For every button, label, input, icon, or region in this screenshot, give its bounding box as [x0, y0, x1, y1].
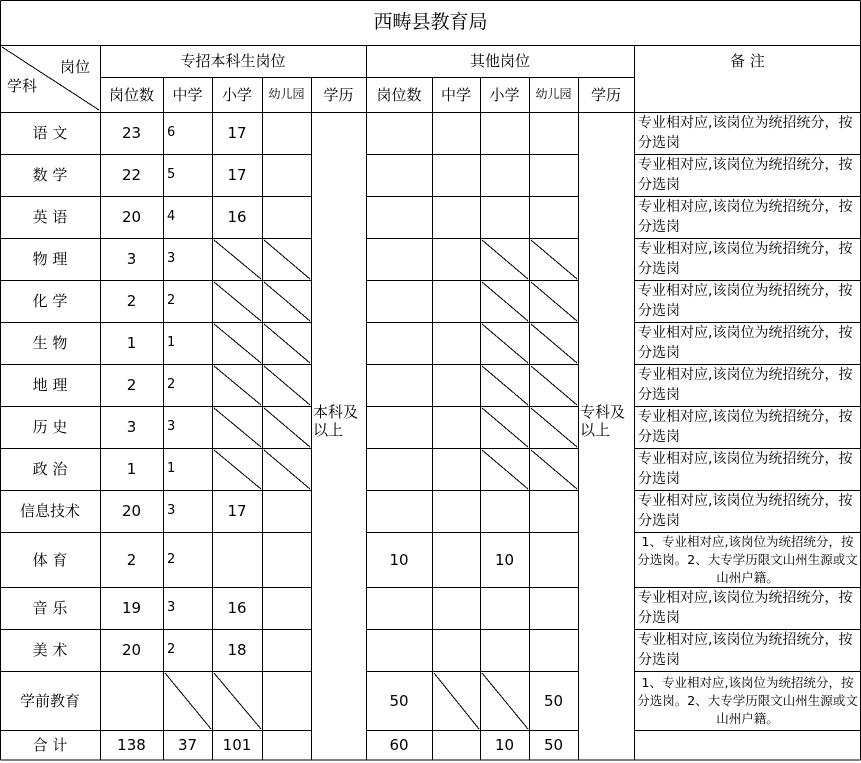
undergrad-position-count: 2: [126, 550, 137, 569]
remark-text: 专业相对应,该岗位为统招统分，按分选岗: [638, 157, 853, 193]
other-middle-school-count: [432, 629, 480, 671]
other-middle-school-count: [432, 490, 480, 532]
undergrad-primary-school-count: [212, 280, 262, 322]
other-kindergarten-count: [529, 364, 578, 406]
undergrad-middle-school-count: 4: [167, 209, 176, 225]
other-primary-school-count: [480, 406, 529, 448]
undergrad-middle-school-count: 2: [167, 551, 176, 567]
subheader-primary: 小学: [489, 85, 520, 104]
other-position-count: [366, 154, 432, 196]
undergrad-primary-school-count: [212, 406, 262, 448]
group-header-undergrad: 专招本科生岗位: [180, 52, 286, 70]
subject-name: 地 理: [32, 376, 68, 394]
undergrad-position-count: 2: [126, 292, 137, 310]
remark-text: 专业相对应,该岗位为统招统分，按分选岗: [638, 451, 853, 487]
other-position-count: [366, 448, 432, 490]
undergrad-position-count: 1: [126, 334, 137, 352]
other-primary-school-count: [480, 238, 529, 280]
subheader-middle: 中学: [440, 85, 471, 104]
subheader-count: 岗位数: [376, 85, 422, 104]
undergrad-kindergarten-count: [262, 238, 311, 280]
undergrad-kindergarten-count: [262, 406, 311, 448]
undergrad-kindergarten-count: [262, 671, 311, 730]
other-kindergarten-count: 50: [543, 691, 564, 710]
remark-text: 专业相对应,该岗位为统招统分，按分选岗: [638, 367, 853, 403]
undergrad-primary-school-count: [212, 322, 262, 364]
undergrad-primary-school-count: 16: [227, 599, 247, 617]
other-primary-school-count: [480, 629, 529, 671]
other-primary-school-count: 10: [494, 736, 515, 754]
subheader-kindergarten: 幼儿园: [268, 87, 305, 102]
other-middle-school-count: [432, 730, 480, 760]
undergrad-middle-school-count: 2: [167, 293, 176, 309]
undergrad-primary-school-count: 101: [222, 736, 252, 754]
other-primary-school-count: [480, 196, 529, 238]
other-middle-school-count: [432, 671, 480, 730]
undergrad-middle-school-count: 2: [167, 377, 176, 393]
undergrad-kindergarten-count: [262, 730, 311, 760]
other-primary-school-count: [480, 112, 529, 154]
subject-name: 化 学: [32, 292, 68, 310]
subject-name: 信息技术: [19, 502, 80, 520]
undergrad-middle-school-count: [163, 671, 212, 730]
other-middle-school-count: [432, 112, 480, 154]
total-row-label: 合 计: [32, 736, 68, 754]
subject-name: 政 治: [32, 460, 68, 478]
undergrad-position-count: 2: [126, 376, 137, 394]
other-position-count: 60: [389, 736, 409, 754]
subject-name: 数 学: [32, 166, 68, 184]
undergrad-middle-school-count: 1: [167, 461, 176, 477]
other-kindergarten-count: [529, 532, 578, 587]
remark-text: 专业相对应,该岗位为统招统分，按分选岗: [638, 199, 853, 235]
other-position-count: [366, 322, 432, 364]
undergrad-primary-school-count: 16: [227, 208, 247, 226]
undergrad-position-count: [100, 671, 163, 730]
subheader-middle: 中学: [172, 85, 203, 104]
other-primary-school-count: [480, 322, 529, 364]
undergrad-middle-school-count: 2: [167, 642, 176, 658]
other-position-count: [366, 196, 432, 238]
other-middle-school-count: [432, 196, 480, 238]
other-kindergarten-count: [529, 196, 578, 238]
undergrad-primary-school-count: [212, 448, 262, 490]
remark-text: 专业相对应,该岗位为统招统分，按分选岗: [638, 409, 853, 445]
corner-label-position: 岗位: [59, 58, 90, 76]
other-kindergarten-count: [529, 406, 578, 448]
corner-label-subject: 学科: [6, 77, 37, 95]
subject-name: 物 理: [32, 250, 68, 268]
other-middle-school-count: [432, 154, 480, 196]
undergrad-kindergarten-count: [262, 154, 311, 196]
subheader-kindergarten: 幼儿园: [535, 87, 572, 102]
undergrad-kindergarten-count: [262, 448, 311, 490]
other-middle-school-count: [432, 532, 480, 587]
other-primary-school-count: [480, 448, 529, 490]
subject-name: 美 术: [32, 641, 68, 659]
remark-text: 1、专业相对应,该岗位为统招统分，按分选岗。2、大专学历限文山州生源或文山州户籍。: [637, 533, 858, 585]
other-position-count: 10: [389, 550, 409, 569]
undergrad-position-count: 20: [121, 641, 142, 659]
subject-name: 音 乐: [32, 599, 68, 617]
undergrad-position-count: 23: [121, 124, 142, 142]
other-kindergarten-count: [529, 490, 578, 532]
undergrad-position-count: 22: [121, 166, 142, 184]
undergrad-middle-school-count: 3: [167, 503, 176, 519]
undergrad-primary-school-count: [212, 532, 262, 587]
education-requirement-other: 专科及以上: [580, 403, 626, 439]
other-kindergarten-count: [529, 154, 578, 196]
remark-text: 专业相对应,该岗位为统招统分，按分选岗: [638, 590, 853, 626]
subheader-primary: 小学: [221, 85, 252, 104]
undergrad-position-count: 3: [126, 418, 137, 436]
undergrad-primary-school-count: 17: [227, 166, 247, 184]
undergrad-primary-school-count: [212, 671, 262, 730]
undergrad-kindergarten-count: [262, 322, 311, 364]
other-position-count: [366, 364, 432, 406]
subject-name: 语 文: [32, 124, 68, 142]
undergrad-position-count: 138: [117, 736, 146, 754]
other-primary-school-count: [480, 364, 529, 406]
undergrad-kindergarten-count: [262, 532, 311, 587]
other-middle-school-count: [432, 322, 480, 364]
remark-text: 专业相对应,该岗位为统招统分，按分选岗: [638, 283, 853, 319]
other-kindergarten-count: [529, 448, 578, 490]
other-position-count: [366, 587, 432, 629]
subject-name: 生 物: [32, 334, 68, 352]
undergrad-kindergarten-count: [262, 629, 311, 671]
other-kindergarten-count: [529, 238, 578, 280]
other-primary-school-count: [480, 587, 529, 629]
group-header-other: 其他岗位: [469, 52, 530, 70]
other-kindergarten-count: [529, 322, 578, 364]
subheader-education: 学历: [590, 85, 621, 104]
other-primary-school-count: [480, 280, 529, 322]
other-position-count: [366, 238, 432, 280]
other-position-count: 50: [389, 691, 409, 710]
undergrad-kindergarten-count: [262, 280, 311, 322]
remark-text: 1、专业相对应,该岗位为统招统分，按分选岗。2、大专学历限文山州生源或文山州户籍。: [637, 674, 858, 726]
subheader-count: 岗位数: [108, 85, 154, 104]
remark-text: 专业相对应,该岗位为统招统分，按分选岗: [638, 493, 853, 529]
undergrad-position-count: 1: [126, 460, 137, 478]
undergrad-middle-school-count: 37: [177, 736, 198, 754]
remark-text: 专业相对应,该岗位为统招统分，按分选岗: [638, 632, 853, 668]
other-kindergarten-count: [529, 280, 578, 322]
undergrad-primary-school-count: 17: [227, 502, 247, 520]
undergrad-middle-school-count: 1: [167, 335, 176, 351]
undergrad-middle-school-count: 5: [167, 167, 176, 183]
subject-name: 历 史: [32, 418, 68, 436]
other-primary-school-count: [480, 671, 529, 730]
other-kindergarten-count: [529, 112, 578, 154]
other-primary-school-count: 10: [494, 550, 515, 569]
subject-name: 英 语: [32, 208, 68, 226]
undergrad-primary-school-count: [212, 364, 262, 406]
education-requirement-undergrad: 本科及以上: [313, 403, 359, 439]
undergrad-kindergarten-count: [262, 587, 311, 629]
other-kindergarten-count: [529, 587, 578, 629]
undergrad-position-count: 3: [126, 250, 137, 268]
other-primary-school-count: [480, 490, 529, 532]
other-middle-school-count: [432, 238, 480, 280]
other-middle-school-count: [432, 448, 480, 490]
remark-text: [634, 730, 861, 760]
undergrad-primary-school-count: [212, 238, 262, 280]
undergrad-middle-school-count: 3: [167, 251, 176, 267]
undergrad-kindergarten-count: [262, 490, 311, 532]
other-middle-school-count: [432, 280, 480, 322]
remark-text: 专业相对应,该岗位为统招统分，按分选岗: [638, 115, 853, 151]
other-position-count: [366, 406, 432, 448]
subject-name: 体 育: [32, 550, 68, 569]
other-position-count: [366, 280, 432, 322]
other-middle-school-count: [432, 406, 480, 448]
undergrad-primary-school-count: 18: [227, 641, 247, 659]
undergrad-kindergarten-count: [262, 196, 311, 238]
undergrad-position-count: 20: [121, 208, 142, 226]
other-middle-school-count: [432, 587, 480, 629]
other-middle-school-count: [432, 364, 480, 406]
other-kindergarten-count: [529, 629, 578, 671]
other-position-count: [366, 629, 432, 671]
undergrad-position-count: 20: [121, 502, 142, 520]
other-kindergarten-count: 50: [543, 736, 564, 754]
undergrad-primary-school-count: 17: [227, 124, 247, 142]
remark-text: 专业相对应,该岗位为统招统分，按分选岗: [638, 241, 853, 277]
undergrad-position-count: 19: [121, 599, 142, 617]
other-position-count: [366, 490, 432, 532]
undergrad-middle-school-count: 3: [167, 419, 176, 435]
remark-text: 专业相对应,该岗位为统招统分，按分选岗: [638, 325, 853, 361]
undergrad-middle-school-count: 6: [167, 125, 176, 141]
undergrad-kindergarten-count: [262, 364, 311, 406]
subheader-education: 学历: [323, 85, 354, 104]
undergrad-kindergarten-count: [262, 112, 311, 154]
subject-name: 学前教育: [19, 691, 80, 710]
table-title: 西畴县教育局: [373, 11, 488, 34]
other-primary-school-count: [480, 154, 529, 196]
remarks-header: 备 注: [730, 52, 765, 70]
undergrad-middle-school-count: 3: [167, 600, 176, 616]
other-position-count: [366, 112, 432, 154]
